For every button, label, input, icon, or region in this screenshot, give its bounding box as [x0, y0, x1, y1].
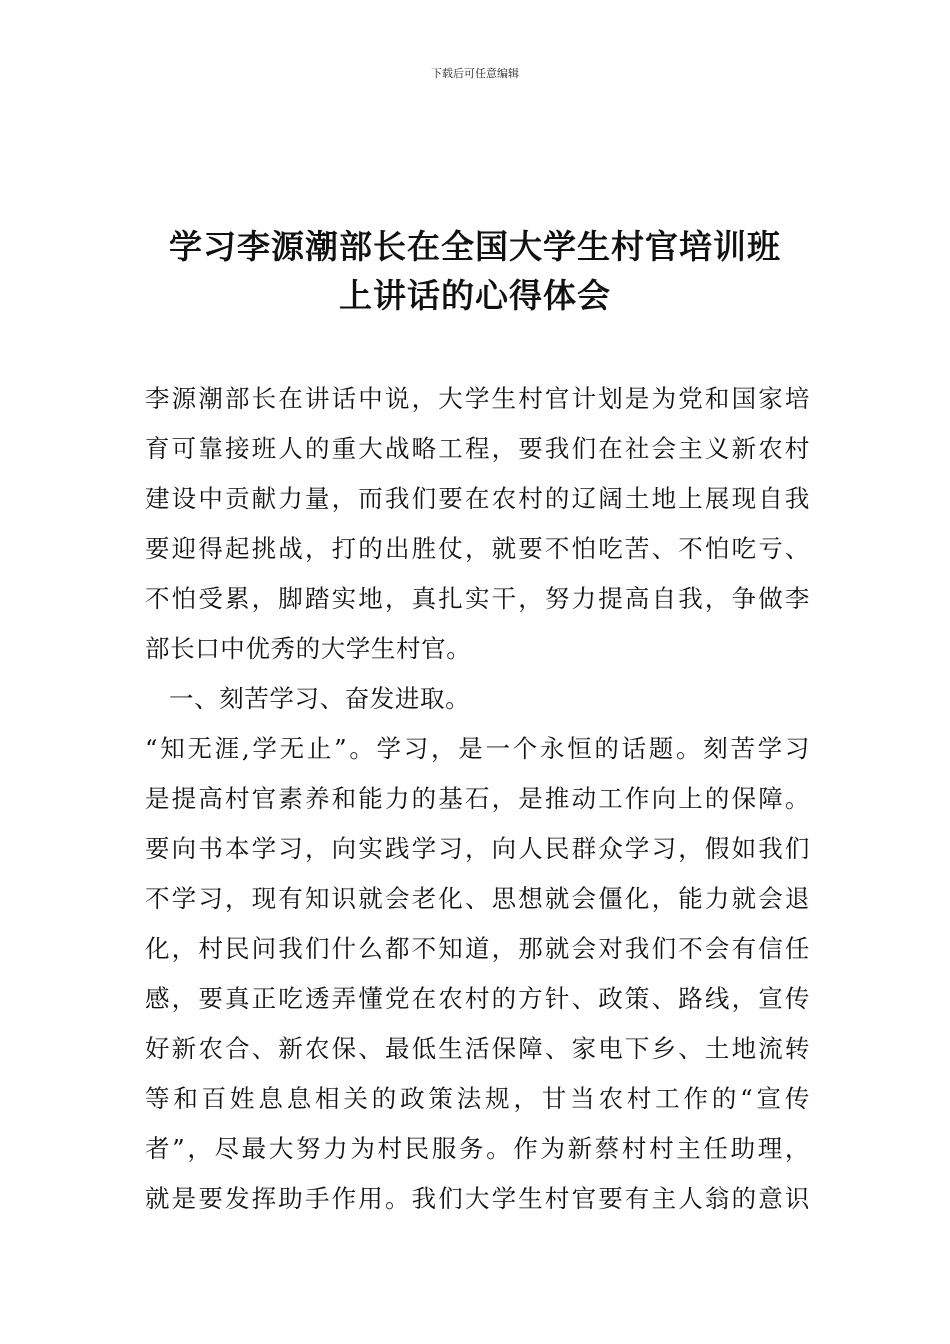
paragraph-line: 要迎得起挑战，打的出胜仗，就要不怕吃苦、不怕吃亏、: [145, 534, 810, 563]
section-heading: 一、刻苦学习、奋发进取。: [169, 684, 471, 713]
paragraph-line: 李源潮部长在讲话中说，大学生村官计划是为党和国家培: [145, 384, 810, 413]
paragraph-line: 部长口中优秀的大学生村官。: [145, 634, 472, 663]
paragraph-line: 就是要发挥助手作用。我们大学生村官要有主人翁的意识: [145, 1184, 810, 1213]
paragraph-line: 感，要真正吃透弄懂党在农村的方针、政策、路线，宣传: [145, 984, 810, 1013]
paragraph-line: 育可靠接班人的重大战略工程，要我们在社会主义新农村: [145, 434, 810, 463]
paragraph-line: 不怕受累，脚踏实地，真扎实干，努力提高自我，争做李: [145, 584, 810, 613]
document-title: [120, 222, 830, 320]
title-line-2: 上讲话的心得体会: [339, 276, 611, 315]
paragraph-line: 建设中贡献力量，而我们要在农村的辽阔土地上展现自我: [145, 484, 810, 513]
paragraph-line: 好新农合、新农保、最低生活保障、家电下乡、土地流转: [145, 1034, 810, 1063]
paragraph-line: 化，村民问我们什么都不知道，那就会对我们不会有信任: [145, 934, 810, 963]
paragraph-line: 者”，尽最大努力为村民服务。作为新蔡村村主任助理，: [145, 1134, 810, 1163]
paragraph-line: 等和百姓息息相关的政策法规，甘当农村工作的“宣传: [145, 1084, 810, 1113]
paragraph-line: 是提高村官素养和能力的基石，是推动工作向上的保障。: [145, 784, 810, 813]
document-body: [145, 374, 810, 1224]
paragraph-line: “知无涯,学无止”。学习，是一个永恒的话题。刻苦学习: [145, 734, 810, 763]
paragraph-line: 要向书本学习，向实践学习，向人民群众学习，假如我们: [145, 834, 810, 863]
title-line-1: 学习李源潮部长在全国大学生村官培训班: [169, 227, 781, 266]
paragraph-line: 不学习，现有知识就会老化、思想就会僵化，能力就会退: [145, 884, 810, 913]
page-header-note: 下载后可任意编辑: [431, 67, 519, 80]
